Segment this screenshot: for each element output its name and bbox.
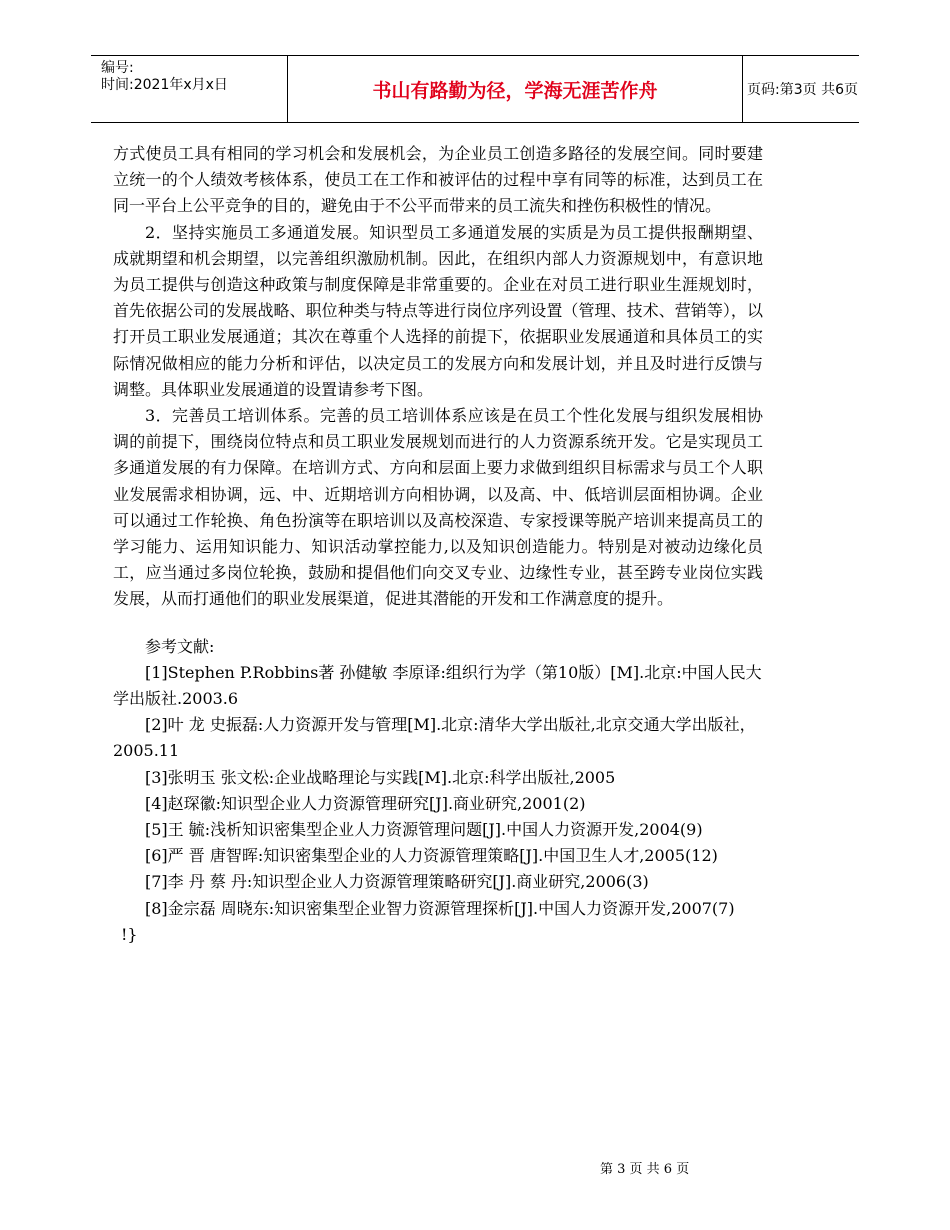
reference-item-1: [1]Stephen P.Robbins著 孙健敏 李原译:组织行为学（第10版）[M].北京:中国人民大学出版社.2003.6 bbox=[113, 662, 762, 709]
section-gap bbox=[113, 613, 763, 634]
reference-item-7: [7]李 丹 蔡 丹:知识型企业人力资源管理策略研究[J].商业研究,2006(3) bbox=[145, 872, 649, 892]
reference-item-5: [5]王 毓:浅析知识密集型企业人力资源管理问题[J].中国人力资源开发,2004(9) bbox=[145, 820, 703, 840]
paragraph-1: 方式使员工具有相同的学习机会和发展机会，为企业员工创造多路径的发展空间。同时要建立统一的个人绩效考核体系，使员工在工作和被评估的过程中享有同等的标准，达到员工在同一平台上公平竞争的目的，避免由于不公平而带来的员工流失和挫伤积极性的情况。 bbox=[113, 144, 763, 216]
number-label: 编号: bbox=[101, 60, 134, 76]
time-label: 时间:2021年x月x日 bbox=[101, 77, 228, 93]
page-footer: 第 3 页 共 6 页 bbox=[600, 1162, 690, 1177]
paragraph-3: 3．完善员工培训体系。完善的员工培训体系应该是在员工个性化发展与组织发展相协调的前提下，围绕岗位特点和员工职业发展规划而进行的人力资源系统开发。它是实现员工多通道发展的有力保障。在培训方式、方向和层面上要力求做到组织目标需求与员工个人职业发展需求相协调，远、中、近期培训方向相协调，以及高、中、低培训层面相协调。企业可以通过工作轮换、角色扮演等在职培训以及高校深造、专家授课等脱产培训来提高员工的学习能力、运用知识能力、知识活动掌控能力,以及知识创造能力。特别是对被动边缘化员工，应当通过多岗位轮换，鼓励和提倡他们向交叉专业、边缘性专业，甚至跨专业岗位实践发展，从而打通他们的职业发展渠道，促进其潜能的开发和工作满意度的提升。 bbox=[113, 406, 763, 609]
header-motto: 书山有路勤为径，学海无涯苦作舟 bbox=[287, 56, 743, 122]
reference-item-3: [3]张明玉 张文松:企业战略理论与实践[M].北京:科学出版社,2005 bbox=[145, 767, 616, 787]
trailing-mark: !} bbox=[121, 924, 138, 944]
header-page-info: 页码:第3页 共6页 bbox=[747, 82, 858, 98]
reference-item-2: [2]叶 龙 史振磊:人力资源开发与管理[M].北京:清华大学出版社,北京交通大学出版社，2005.11 bbox=[113, 715, 756, 761]
page-header bbox=[91, 55, 859, 123]
paragraph-2: 2．坚持实施员工多通道发展。知识型员工多通道发展的实质是为员工提供报酬期望、成就期望和机会期望，以完善组织激励机制。因此，在组织内部人力资源规划中，有意识地为员工提供与创造这种政策与制度保障是非常重要的。企业在对员工进行职业生涯规划时，首先依据公司的发展战略、职位种类与特点等进行岗位序列设置（管理、技术、营销等），以打开员工职业发展通道；其次在尊重个人选择的前提下，依据职业发展通道和具体员工的实际情况做相应的能力分析和评估，以决定员工的发展方向和发展计划，并且及时进行反馈与调整。具体职业发展通道的设置请参考下图。 bbox=[113, 222, 763, 399]
reference-item-4: [4]赵琛徽:知识型企业人力资源管理研究[J].商业研究,2001(2) bbox=[145, 793, 586, 813]
reference-item-8: [8]金宗磊 周晓东:知识密集型企业智力资源管理探析[J].中国人力资源开发,2007(7) bbox=[145, 898, 735, 918]
document-body bbox=[113, 141, 763, 948]
reference-item-6: [6]严 晋 唐智晖:知识密集型企业的人力资源管理策略[J].中国卫生人才,2005(12) bbox=[145, 846, 718, 866]
references-heading: 参考文献: bbox=[145, 636, 215, 656]
header-meta bbox=[91, 56, 287, 122]
